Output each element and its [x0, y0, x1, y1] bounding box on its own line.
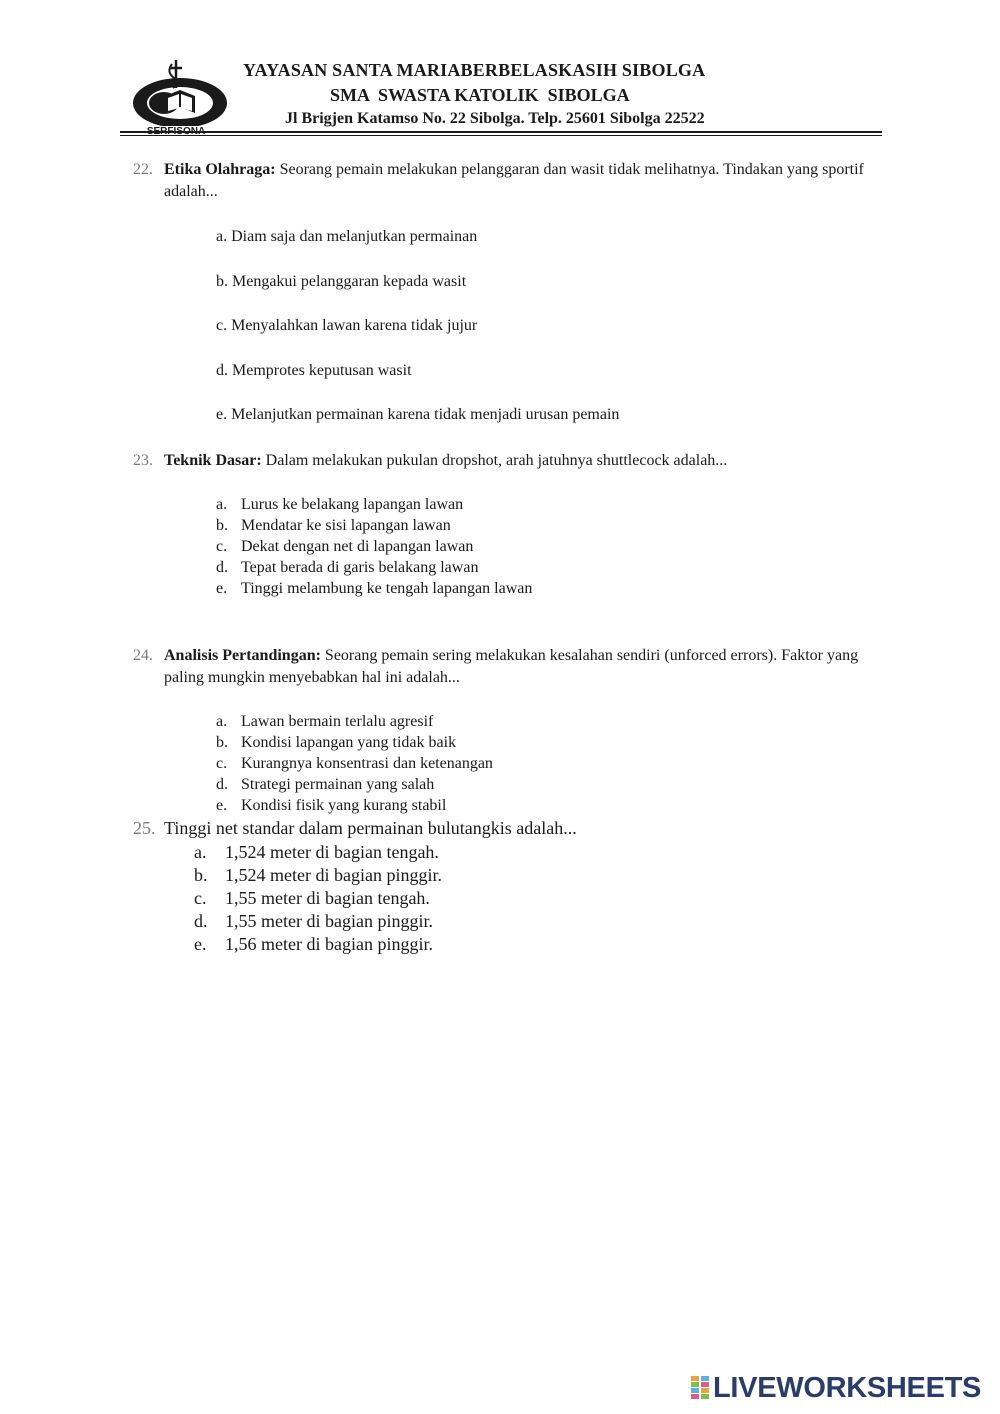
- option-letter: e.: [216, 797, 228, 814]
- option-23-b[interactable]: [216, 515, 451, 536]
- question-number: 22.: [133, 161, 153, 178]
- school-name: SMA SWASTA KATOLIK SIBOLGA: [330, 85, 630, 105]
- liveworksheets-brand: [690, 1372, 981, 1404]
- question-number: 24.: [133, 647, 153, 664]
- option-text: Dekat dengan net di lapangan lawan: [241, 538, 474, 555]
- option-24-b[interactable]: [216, 732, 456, 753]
- option-text: Tepat berada di garis belakang lawan: [241, 559, 479, 576]
- option-22-e[interactable]: e. Melanjutkan permainan karena tidak menjadi urusan pemain: [216, 406, 620, 423]
- option-letter: c.: [216, 755, 228, 772]
- option-text: Lawan bermain terlalu agresif: [241, 713, 434, 730]
- option-text: Strategi permainan yang salah: [241, 776, 435, 793]
- school-address: Jl Brigjen Katamso No. 22 Sibolga. Telp. 25601 Sibolga 22522: [285, 110, 705, 127]
- option-letter: a.: [194, 842, 207, 862]
- option-letter: e.: [216, 580, 228, 597]
- question-title: Analisis Pertandingan:: [164, 647, 321, 664]
- question-25: [133, 817, 893, 841]
- option-text: Kondisi fisik yang kurang stabil: [241, 797, 447, 814]
- option-text: Mendatar ke sisi lapangan lawan: [241, 517, 451, 534]
- option-25-a[interactable]: [194, 841, 439, 864]
- question-text: Tinggi net standar dalam permainan bulutangkis adalah...: [164, 818, 577, 838]
- option-22-a[interactable]: a. Diam saja dan melanjutkan permainan: [216, 228, 478, 245]
- option-text: 1,55 meter di bagian pinggir.: [225, 911, 433, 931]
- option-25-e[interactable]: [194, 933, 433, 956]
- header-rule-thin: [120, 135, 882, 136]
- option-24-c[interactable]: [216, 753, 493, 774]
- option-25-c[interactable]: [194, 887, 430, 910]
- option-letter: d.: [216, 776, 228, 793]
- option-22-b[interactable]: b. Mengakui pelanggaran kepada wasit: [216, 273, 467, 290]
- option-text: Kurangnya konsentrasi dan ketenangan: [241, 755, 493, 772]
- option-letter: b.: [216, 517, 228, 534]
- option-text: 1,55 meter di bagian tengah.: [225, 888, 430, 908]
- liveworksheets-logo-icon: [690, 1375, 710, 1401]
- option-23-c[interactable]: [216, 536, 473, 557]
- question-title: Etika Olahraga:: [164, 161, 276, 178]
- option-22-d[interactable]: d. Memprotes keputusan wasit: [216, 362, 412, 379]
- option-text: 1,56 meter di bagian pinggir.: [225, 934, 433, 954]
- option-letter: a.: [216, 496, 228, 513]
- option-text: Lurus ke belakang lapangan lawan: [241, 496, 464, 513]
- option-text: 1,524 meter di bagian pinggir.: [225, 865, 442, 885]
- option-letter: d.: [194, 911, 208, 931]
- option-letter: e.: [194, 934, 207, 954]
- option-24-a[interactable]: [216, 711, 433, 732]
- option-24-d[interactable]: [216, 774, 434, 795]
- option-letter: c.: [194, 888, 207, 908]
- question-22: [133, 159, 893, 205]
- brand-wordmark: LIVEWORKSHEETS: [713, 1371, 982, 1404]
- option-letter: b.: [216, 734, 228, 751]
- logo-text: SERFISONA: [146, 126, 206, 136]
- question-body: Seorang pemain sering melakukan kesalahan sendiri (unforced errors). Faktor yang paling mungkin menyebabkan hal ini adalah...: [164, 647, 859, 686]
- option-letter: b.: [194, 865, 208, 885]
- foundation-name: YAYASAN SANTA MARIABERBELASKASIH SIBOLGA: [243, 60, 706, 80]
- question-23: [133, 450, 893, 474]
- question-number: 23.: [133, 452, 153, 469]
- question-text: [164, 450, 894, 472]
- school-logo-emblem: [118, 58, 238, 136]
- question-title: Teknik Dasar:: [164, 452, 262, 469]
- option-25-d[interactable]: [194, 910, 433, 933]
- option-25-b[interactable]: [194, 864, 442, 887]
- option-text: Tinggi melambung ke tengah lapangan lawan: [241, 580, 533, 597]
- option-23-d[interactable]: [216, 557, 478, 578]
- option-22-c[interactable]: c. Menyalahkan lawan karena tidak jujur: [216, 317, 478, 334]
- option-text: 1,524 meter di bagian tengah.: [225, 842, 439, 862]
- option-letter: d.: [216, 559, 228, 576]
- question-body: Dalam melakukan pukulan dropshot, arah jatuhnya shuttlecock adalah...: [261, 452, 728, 469]
- question-body: Seorang pemain melakukan pelanggaran dan wasit tidak melihatnya. Tindakan yang sportif adalah...: [164, 161, 864, 200]
- school-logo: [118, 58, 238, 136]
- option-letter: c.: [216, 538, 228, 555]
- question-text: [164, 645, 894, 689]
- question-24: [133, 645, 893, 691]
- option-24-e[interactable]: [216, 795, 446, 816]
- option-letter: a.: [216, 713, 228, 730]
- option-23-e[interactable]: [216, 578, 532, 599]
- option-text: Kondisi lapangan yang tidak baik: [241, 734, 457, 751]
- question-number: 25.: [133, 818, 156, 838]
- header-rule-thick: [120, 131, 882, 133]
- option-23-a[interactable]: [216, 494, 463, 515]
- question-text: [164, 159, 894, 203]
